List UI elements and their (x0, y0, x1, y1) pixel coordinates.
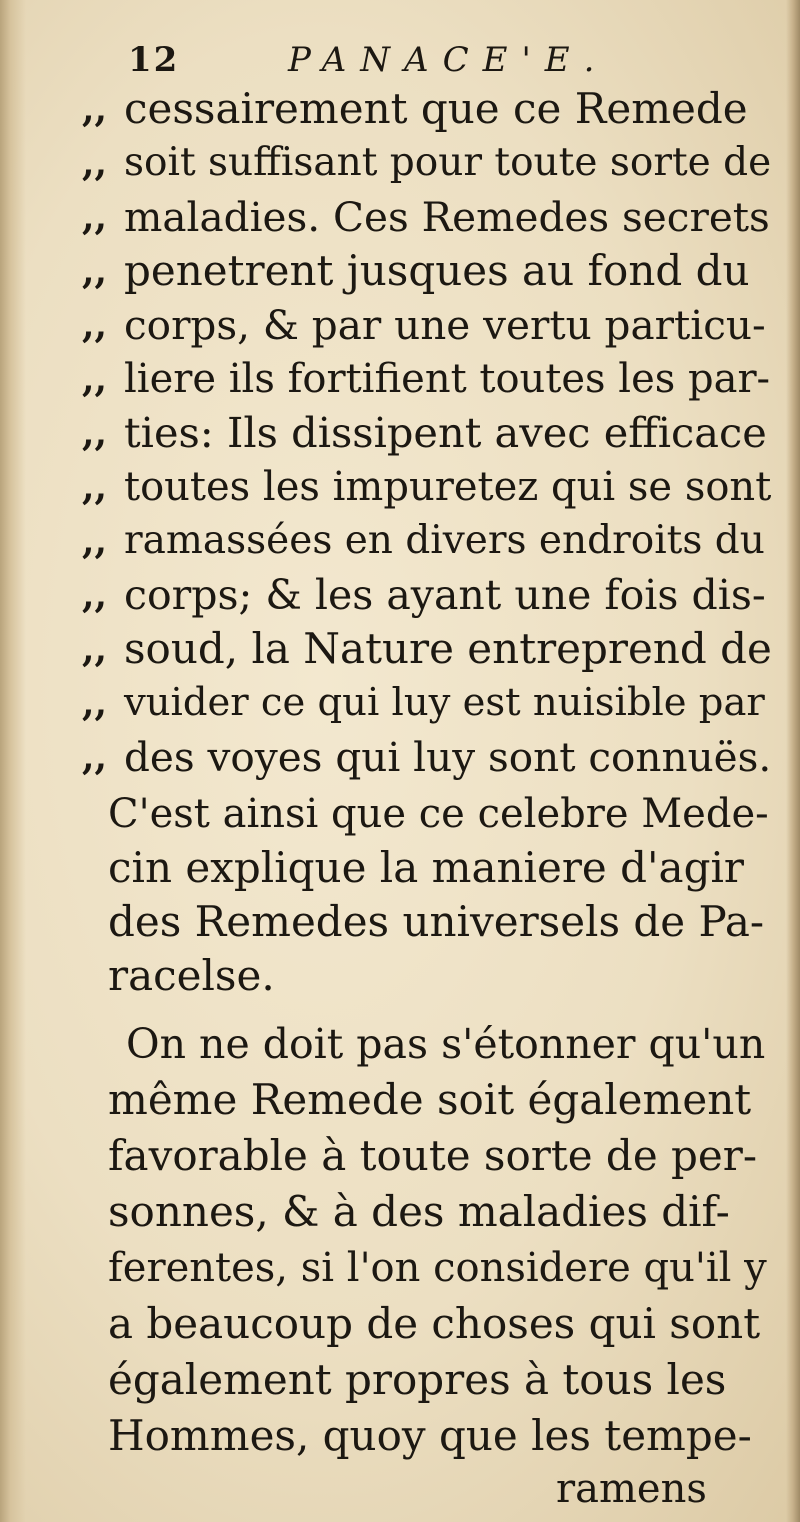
quote-mark: ,, (82, 358, 108, 400)
quote-mark: ,, (82, 412, 108, 454)
book-page: 12 PANACE'E. ,, cessairement que ce Remede ,, soit suffisant pour toute sorte de ,, maladies. Ces Remedes secrets ,, penetrent jusques au fond du ,, corps, & par une vertu particu- ,, liere ils fortifient toutes les par- ,, ties: Ils dissipent avec efficace ,, toutes les impuretez qui se sont ,, ramassées en divers endroits du ,, corps; & les ayant une fois dis- ,, soud, la Nature entreprend de ,, vuider ce qui luy est nuisible par ,, des voyes qui luy sont connuës. C'est ainsi que ce celebre Mede- cin explique la maniere d'agir des Remedes universels de Pa- racelse. On ne doit pas s'étonner qu'un même Remede soit également favorable à toute sorte de per- sonnes, & à des maladies dif- ferentes, si l'on considere qu'il y a beaucoup de choses qui sont également propres à tous les Hommes, quoy que les tempe- ramens (0, 0, 800, 1522)
page-number: 12 (128, 40, 180, 80)
quote-mark: ,, (82, 466, 108, 508)
quote-mark: ,, (82, 682, 108, 724)
running-title: PANACE'E. (288, 40, 609, 80)
catchword: ramens (556, 1466, 707, 1512)
quote-mark: ,, (82, 520, 108, 562)
quote-mark: ,, (82, 142, 108, 184)
quote-mark: ,, (82, 196, 108, 238)
quote-mark: ,, (82, 574, 108, 616)
quote-mark: ,, (82, 304, 108, 346)
quote-mark: ,, (82, 88, 108, 130)
page-gutter-shadow (0, 0, 26, 1522)
quote-mark: ,, (82, 250, 108, 292)
page-edge (786, 0, 800, 1522)
quote-mark: ,, (82, 736, 108, 778)
quote-mark: ,, (82, 628, 108, 670)
